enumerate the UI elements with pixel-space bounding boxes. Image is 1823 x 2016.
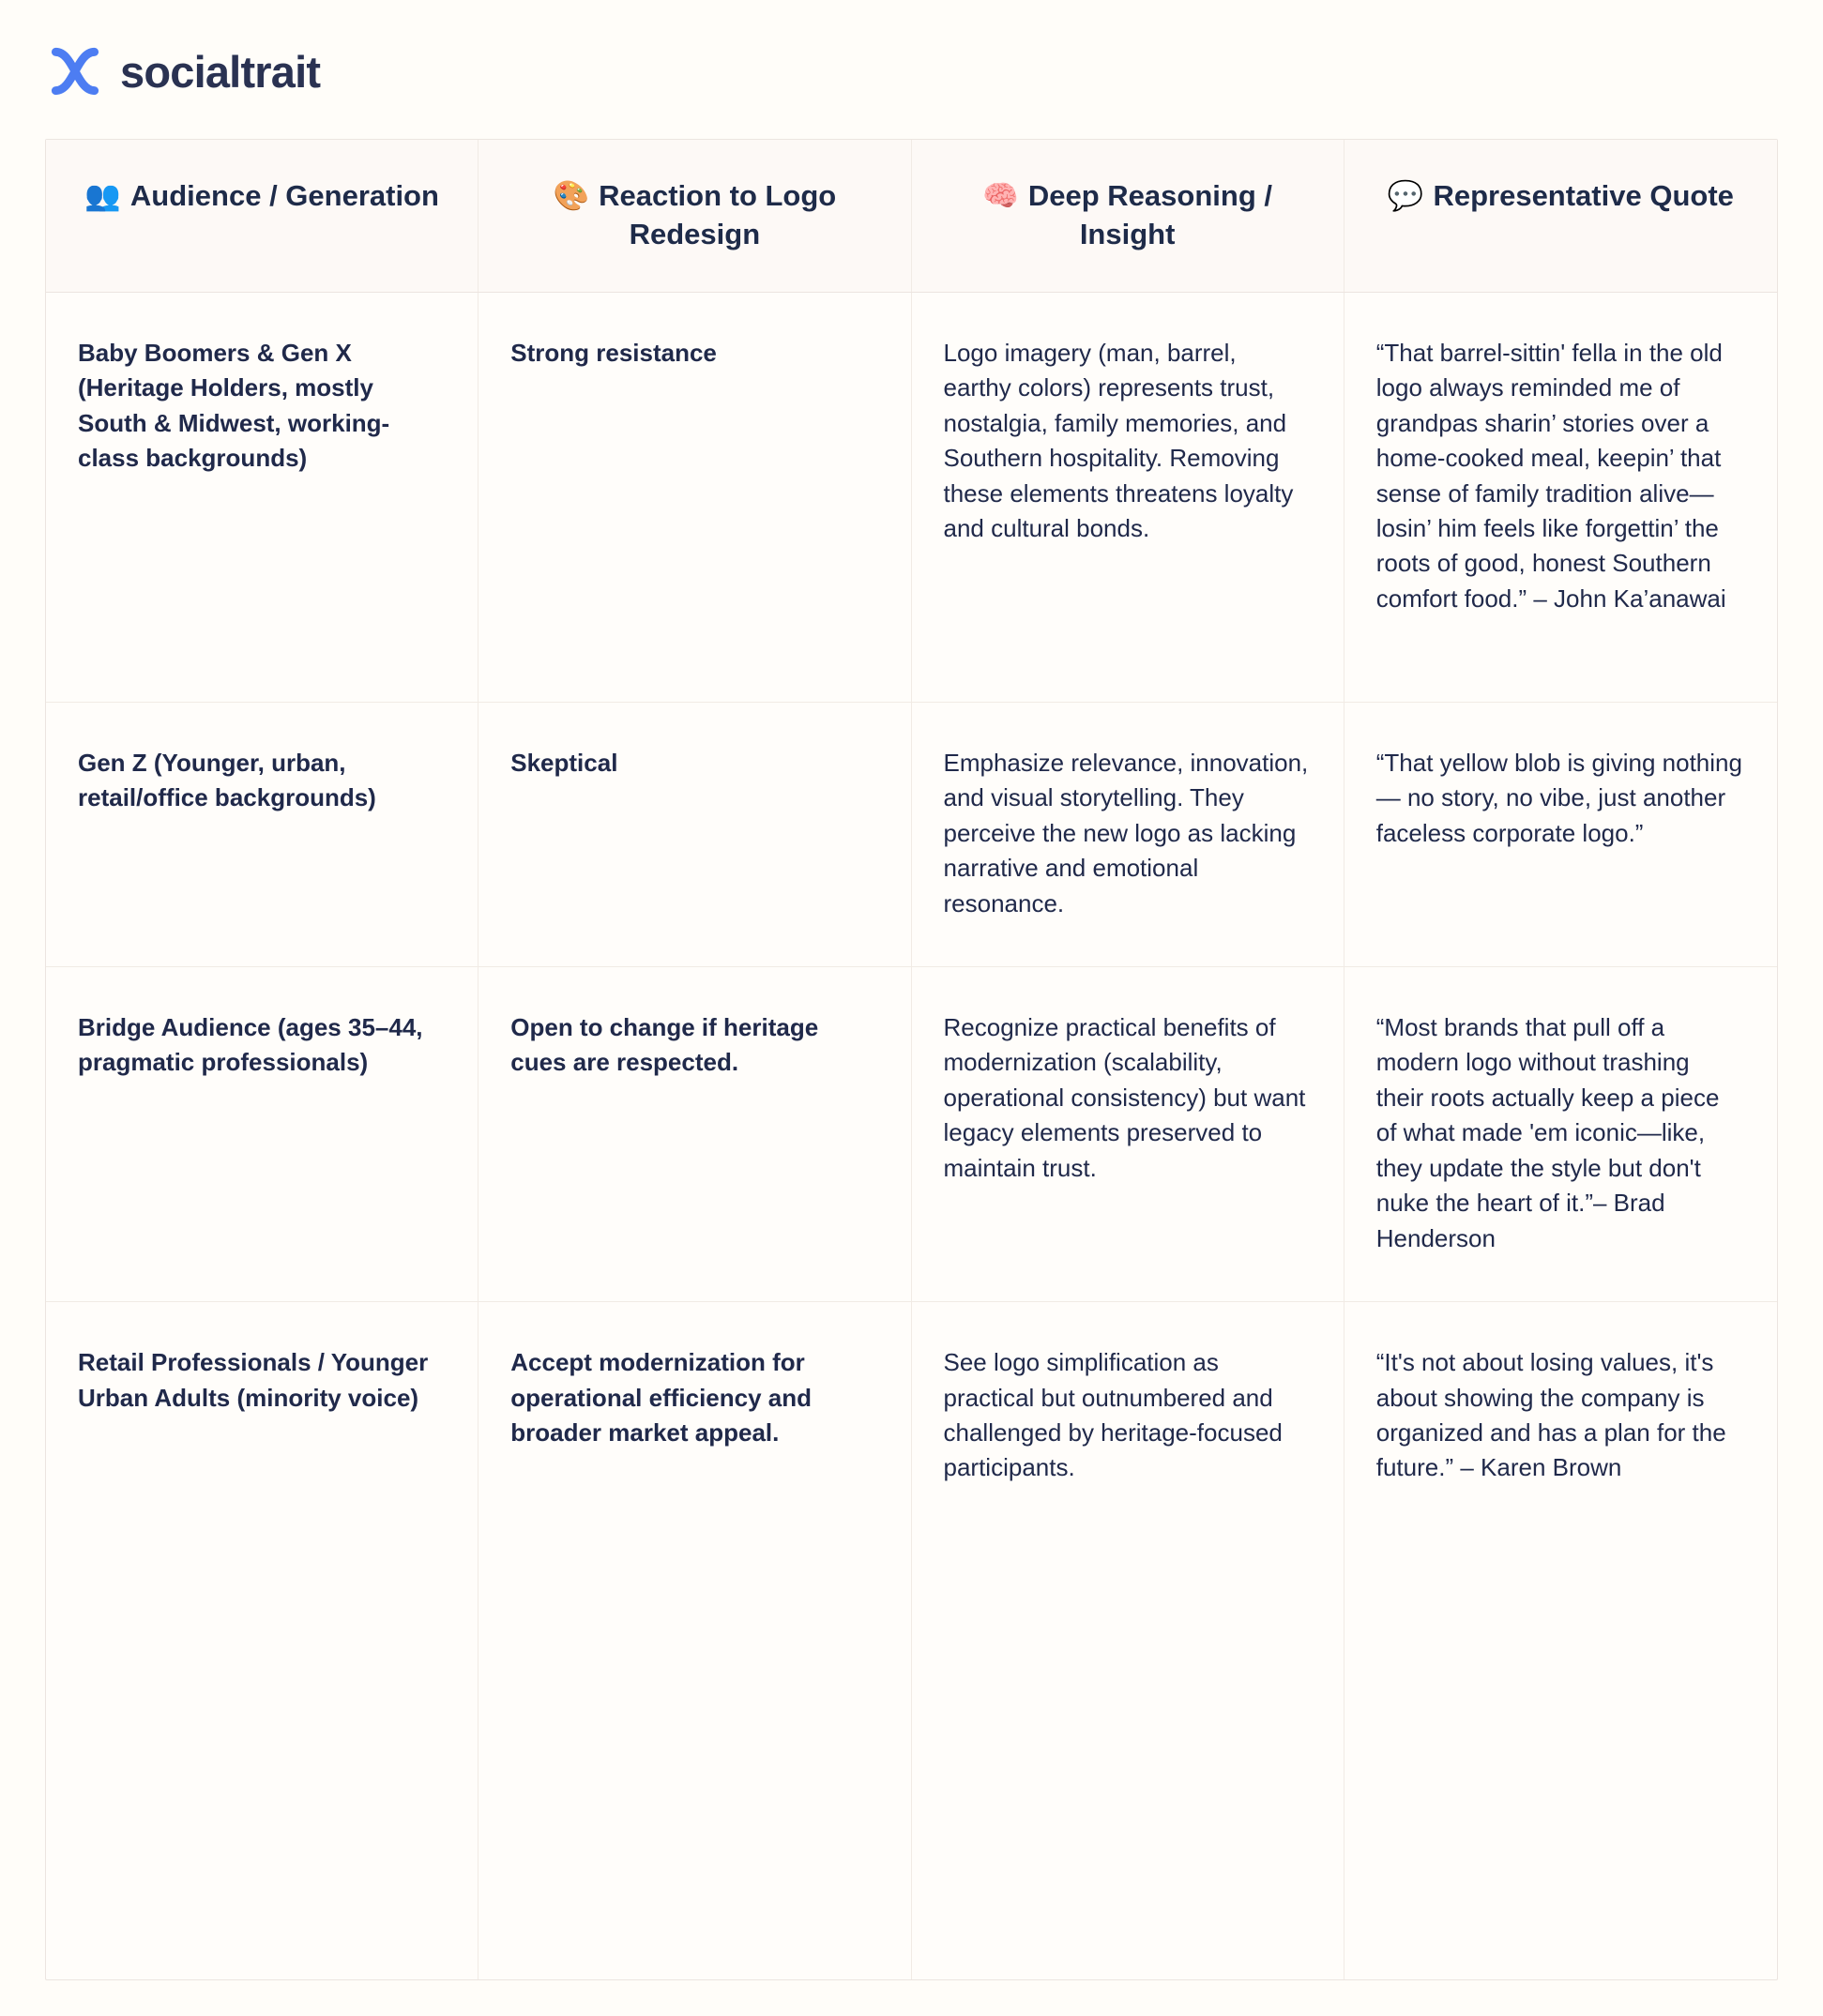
table-row — [46, 1302, 1777, 1979]
header-label: Audience / Generation — [129, 179, 439, 212]
header-deep-reasoning-insight — [912, 140, 1344, 292]
cell-quote: “Most brands that pull off a modern logo without trashing their roots actually keep a piece of what made 'em iconic—like, they update the style but don't nuke the heart of it.”– Brad Henderson — [1375, 1013, 1720, 1252]
palette-icon: 🎨 — [553, 179, 590, 212]
cell-reasoning: See logo simplification as practical but outnumbered and challenged by heritage-focused participants. — [912, 1302, 1344, 1979]
cell-quote: “It's not about losing values, it's about showing the company is organized and has a plan for the future.” – Karen Brown — [1375, 1348, 1726, 1482]
brand-header — [47, 43, 1778, 99]
header-label: Deep Reasoning / Insight — [1027, 179, 1272, 250]
socialtrait-logo-icon — [47, 43, 103, 99]
header-representative-quote — [1344, 140, 1777, 292]
audience-icon: 👥 — [84, 179, 121, 212]
table-row — [46, 293, 1777, 703]
brand-name: socialtrait — [120, 46, 321, 97]
header-reaction-to-logo-redesign — [479, 140, 911, 292]
cell-audience: Retail Professionals / Younger Urban Adults (minority voice) — [46, 1302, 479, 1979]
header-label: Representative Quote — [1433, 179, 1734, 212]
cell-reasoning: Emphasize relevance, innovation, and visual storytelling. They perceive the new logo as lacking narrative and emotional resonance. — [912, 703, 1344, 966]
cell-reasoning: Logo imagery (man, barrel, earthy colors) represents trust, nostalgia, family memories, and Southern hospitality. Removing these elements threatens loyalty and cultural bonds. — [912, 293, 1344, 702]
cell-reaction: Open to change if heritage cues are respected. — [479, 967, 911, 1301]
cell-quote: “That yellow blob is giving nothing — no story, no vibe, just another faceless corporate logo.” — [1375, 748, 1742, 847]
header-label: Reaction to Logo Redesign — [599, 179, 837, 250]
cell-quote: “That barrel-sittin' fella in the old logo always reminded me of grandpas sharin’ stories over a home-cooked meal, keepin’ that sense of family tradition alive—losin’ him feels like forgettin’ the roots of good, honest Southern comfort food.” – John Ka’anawai — [1375, 338, 1726, 613]
cell-audience: Gen Z (Younger, urban, retail/office backgrounds) — [46, 703, 479, 966]
cell-audience: Baby Boomers & Gen X (Heritage Holders, mostly South & Midwest, working-class backgrounds) — [46, 293, 479, 702]
header-audience-generation — [46, 140, 479, 292]
cell-reaction: Strong resistance — [479, 293, 911, 702]
audience-reaction-table — [45, 139, 1778, 1980]
cell-reaction: Accept modernization for operational efficiency and broader market appeal. — [479, 1302, 911, 1979]
speech-bubble-icon: 💬 — [1387, 179, 1424, 212]
cell-reaction: Skeptical — [479, 703, 911, 966]
cell-audience: Bridge Audience (ages 35–44, pragmatic professionals) — [46, 967, 479, 1301]
table-row — [46, 703, 1777, 967]
table-row — [46, 967, 1777, 1302]
brain-icon: 🧠 — [982, 179, 1019, 212]
table-header-row — [46, 140, 1777, 293]
cell-reasoning: Recognize practical benefits of modernization (scalability, operational consistency) but want legacy elements preserved to maintain trust. — [912, 967, 1344, 1301]
